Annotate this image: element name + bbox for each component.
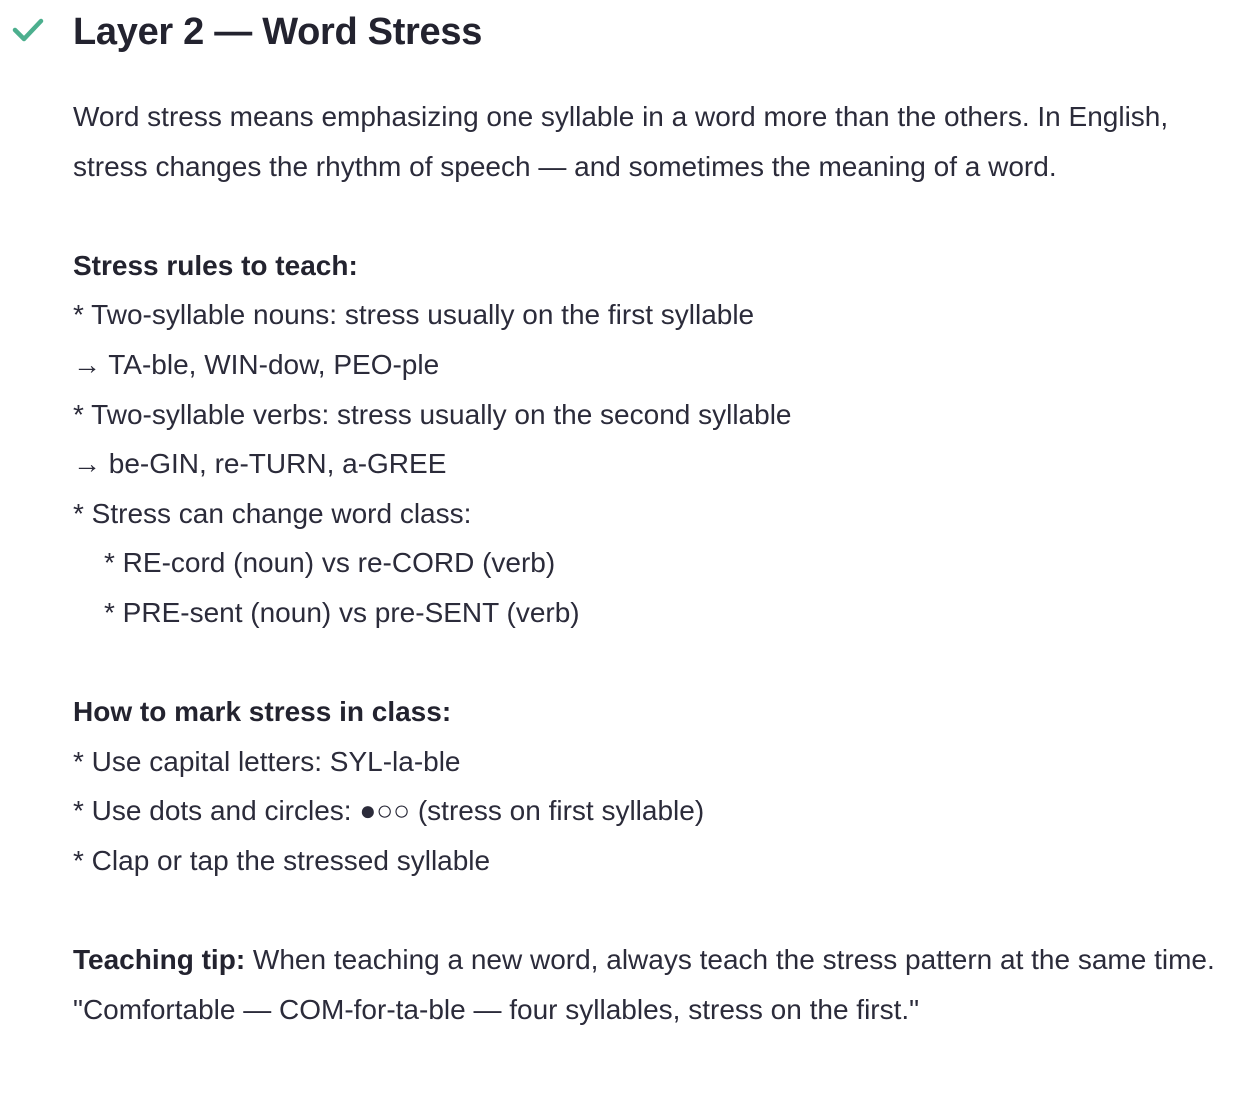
section-content (73, 92, 1218, 1034)
rule-line: * Two-syllable nouns: stress usually on the first syllable (73, 299, 755, 331)
rules-heading: Stress rules to teach: (73, 249, 358, 281)
marking-heading: How to mark stress in class: (73, 696, 452, 728)
rule-example-line: → be-GIN, re-TURN, a-GREE (73, 448, 447, 480)
spacer (73, 191, 1218, 241)
rule-line: * Stress can change word class: (73, 497, 472, 529)
marking-line: * Use dots and circles: ●○○ (stress on first syllable) (73, 795, 705, 827)
rule-example-line: → TA-ble, WIN-dow, PEO-ple (73, 348, 440, 380)
rule-subitem-line: * PRE-sent (noun) vs pre-SENT (verb) (104, 596, 580, 628)
rule-line: * Two-syllable verbs: stress usually on the second syllable (73, 398, 792, 430)
intro-paragraph: Word stress means emphasizing one syllable in a word more than the others. In English, stress changes the rhythm of speech — and sometimes the meaning of a word. (73, 101, 1169, 182)
teaching-tip-label: Teaching tip: (73, 944, 246, 976)
section-title: Layer 2 — Word Stress (73, 11, 483, 53)
teaching-tip (73, 935, 1218, 1034)
spacer (73, 886, 1218, 936)
marking-line: * Use capital letters: SYL-la-ble (73, 745, 461, 777)
marking-line: * Clap or tap the stressed syllable (73, 844, 491, 876)
rule-subitem-line: * RE-cord (noun) vs re-CORD (verb) (104, 547, 556, 579)
teaching-tip-text: When teaching a new word, always teach the stress pattern at the same time. "Comfortable — COM-for-ta-ble — four syllables, stress on the first." (73, 944, 1215, 1025)
spacer (73, 638, 1218, 688)
check-icon (12, 17, 44, 43)
